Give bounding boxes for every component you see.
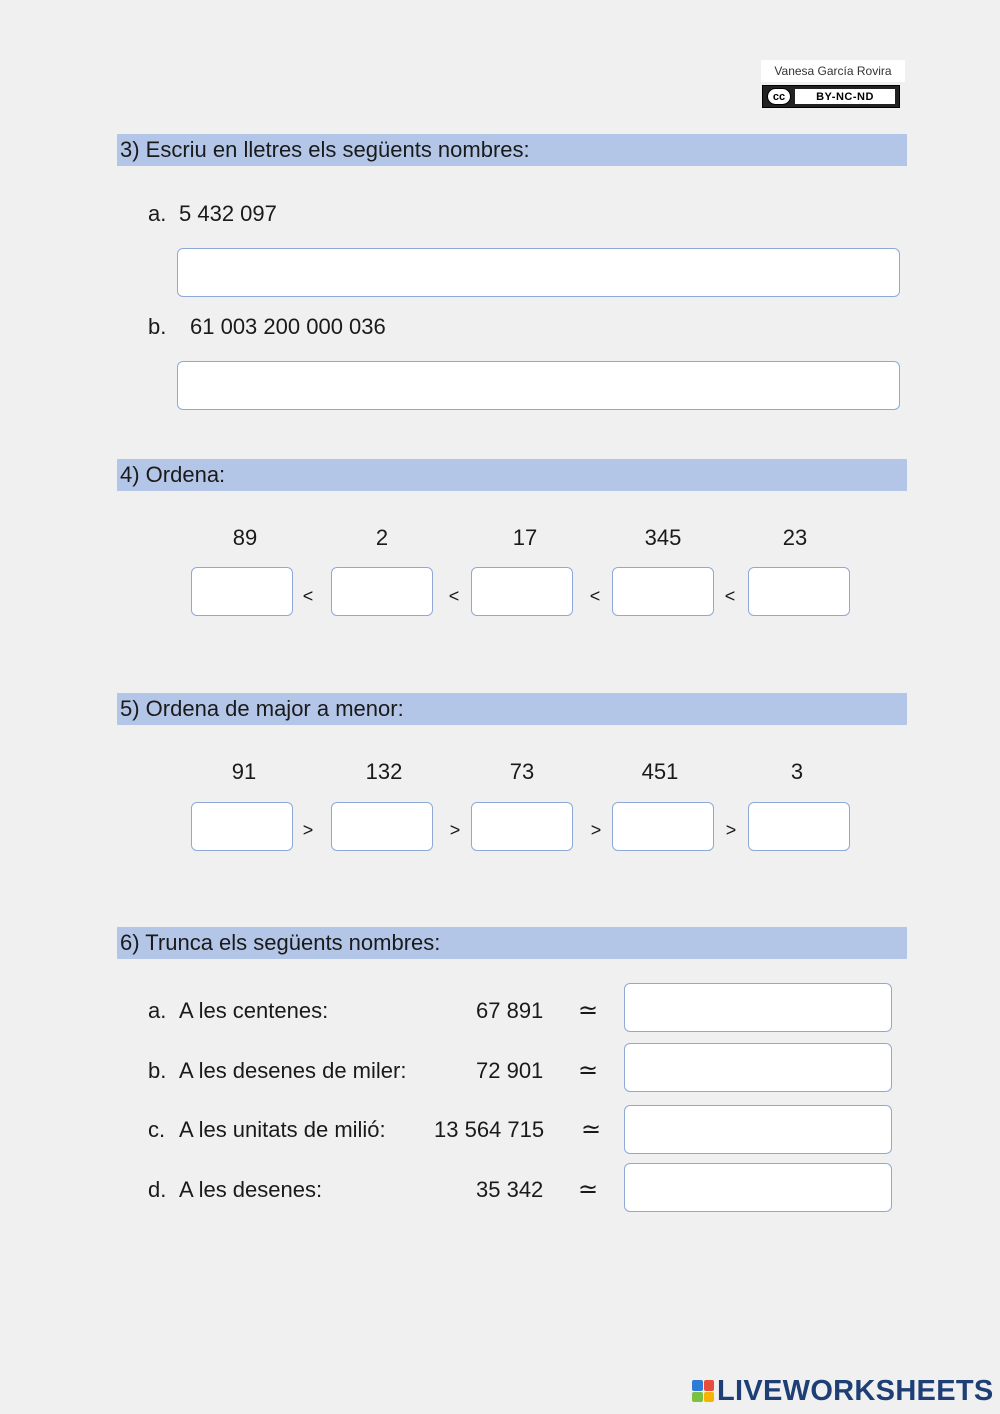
section-5-number: 91 [231,759,257,784]
liveworksheets-brand: LIVEWORKSHEETS [717,1374,994,1407]
liveworksheets-icon [692,1380,714,1402]
less-than-sign: < [589,586,601,606]
approx-sign: ≃ [577,1176,599,1203]
approx-sign: ≃ [580,1116,602,1143]
section-6-answer-c-input[interactable] [624,1105,892,1154]
section-5-number: 73 [509,759,535,784]
section-6-item-a-label: A les centenes: [179,998,329,1023]
section-4-title: 4) Ordena: [117,459,907,491]
section-4-number: 23 [782,525,808,550]
section-5-answer-input[interactable] [612,802,714,851]
section-6-title: 6) Trunca els següents nombres: [117,927,907,959]
greater-than-sign: > [449,820,461,840]
section-4-number: 345 [644,525,682,550]
section-3-item-a-number: 5 432 097 [179,201,277,226]
section-5-title: 5) Ordena de major a menor: [117,693,907,725]
section-6-item-c-label: A les unitats de milió: [179,1117,386,1142]
section-4-answer-input[interactable] [191,567,293,616]
less-than-sign: < [302,586,314,606]
less-than-sign: < [448,586,460,606]
section-3-item-a-letter: a. [148,201,167,226]
section-5-number: 132 [365,759,403,784]
section-5-answer-input[interactable] [191,802,293,851]
section-6-item-b-label: A les desenes de miler: [179,1058,407,1083]
section-4-number: 17 [512,525,538,550]
section-5-answer-input[interactable] [471,802,573,851]
section-4-answer-input[interactable] [331,567,433,616]
section-3-answer-b-input[interactable] [177,361,900,410]
greater-than-sign: > [302,820,314,840]
section-6-item-a-number: 67 891 [476,998,544,1023]
section-4-number: 89 [232,525,258,550]
section-6-item-b-number: 72 901 [476,1058,544,1083]
section-3-item-b-number: 61 003 200 000 036 [190,314,386,339]
approx-sign: ≃ [577,997,599,1024]
section-4-answer-input[interactable] [471,567,573,616]
section-6-answer-d-input[interactable] [624,1163,892,1212]
section-3-item-b-letter: b. [148,314,167,339]
greater-than-sign: > [590,820,602,840]
section-4-number: 2 [375,525,389,550]
license-badge [762,85,900,108]
section-3-answer-a-input[interactable] [177,248,900,297]
section-6-item-a-letter: a. [148,998,167,1023]
cc-icon: cc [767,88,791,105]
author-label: Vanesa García Rovira [761,60,905,82]
greater-than-sign: > [725,820,737,840]
license-label: BY-NC-ND [795,89,895,104]
section-6-answer-a-input[interactable] [624,983,892,1032]
section-3-title: 3) Escriu en lletres els següents nombres: [117,134,907,166]
approx-sign: ≃ [577,1057,599,1084]
section-6-answer-b-input[interactable] [624,1043,892,1092]
section-6-item-d-label: A les desenes: [179,1177,323,1202]
section-5-answer-input[interactable] [748,802,850,851]
section-6-item-c-letter: c. [148,1117,166,1142]
less-than-sign: < [724,586,736,606]
section-5-number: 3 [790,759,804,784]
liveworksheets-logo [692,1376,994,1406]
section-4-answer-input[interactable] [748,567,850,616]
section-6-item-b-letter: b. [148,1058,167,1083]
section-6-item-d-letter: d. [148,1177,167,1202]
section-4-answer-input[interactable] [612,567,714,616]
section-5-number: 451 [641,759,679,784]
section-5-answer-input[interactable] [331,802,433,851]
section-6-item-c-number: 13 564 715 [434,1117,545,1142]
section-6-item-d-number: 35 342 [476,1177,544,1202]
